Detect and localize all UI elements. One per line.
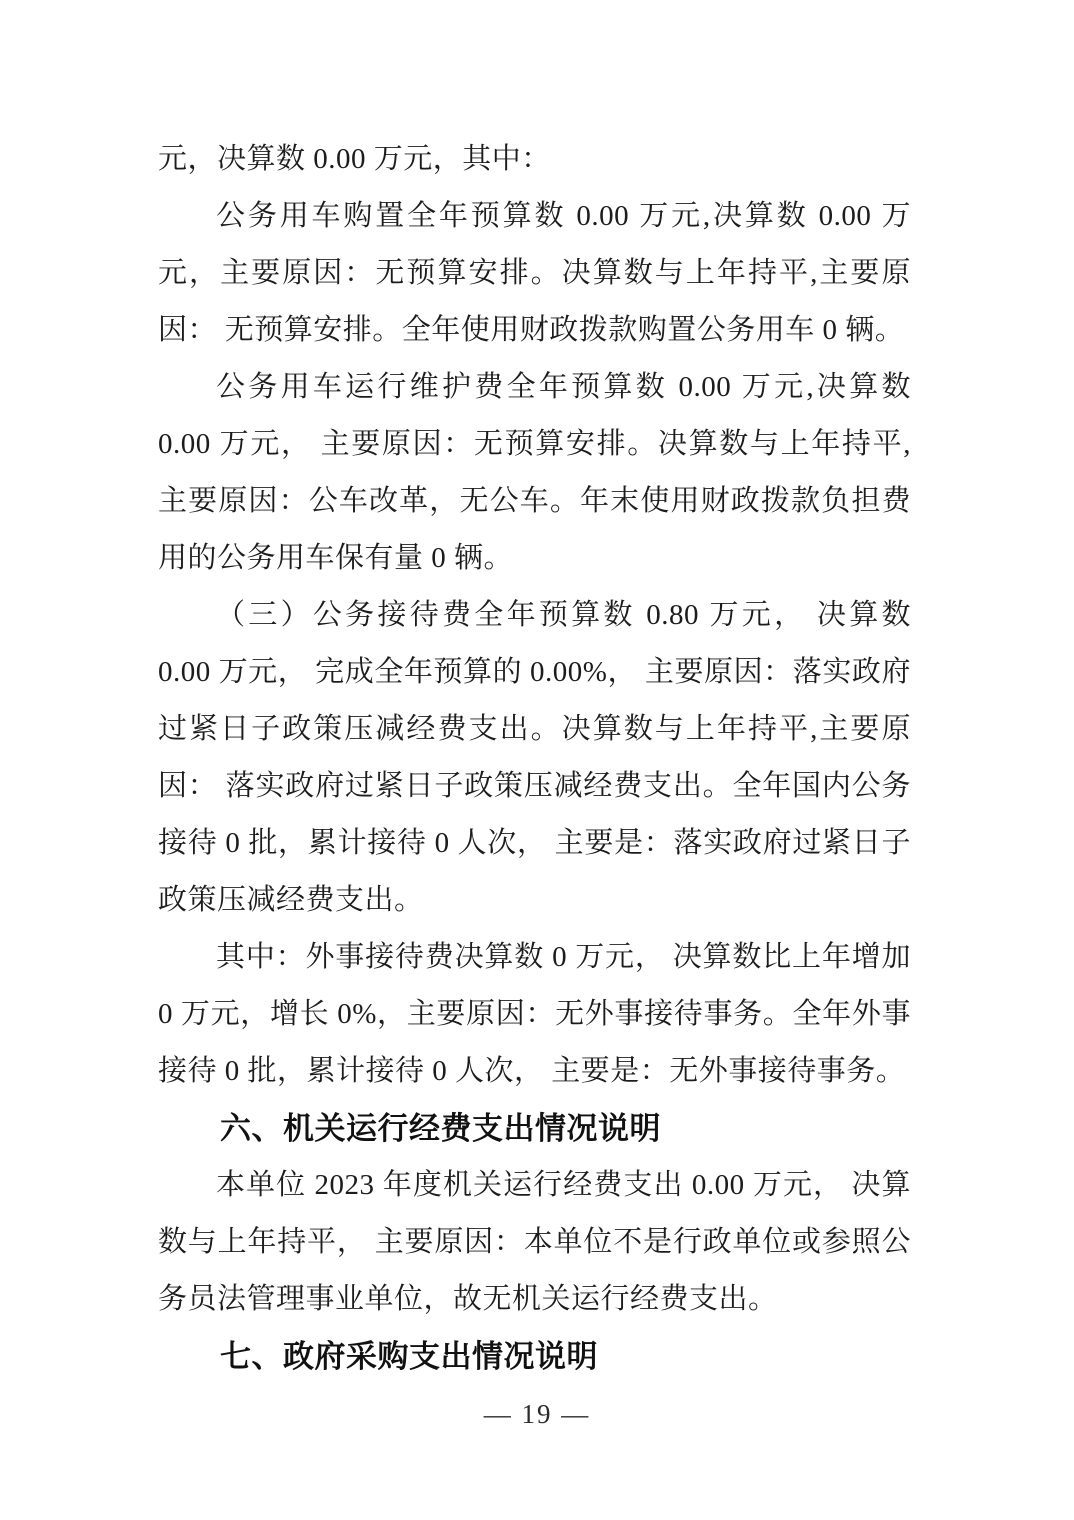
- paragraph-official-reception: （三）公务接待费全年预算数 0.80 万元， 决算数 0.00 万元， 完成全年预算的 0.00%， 主要原因：落实政府过紧日子政策压减经费支出。决算数与上年持平,主要原因： 落实政府过紧日子政策压减经费支出。全年国内公务接待 0 批，累计接待 0 人次， 主要是：落实政府过紧日子政策压减经费支出。: [158, 599, 911, 916]
- page-number: — 19 —: [483, 1399, 591, 1429]
- section-heading-7-government-procurement: 七、政府采购支出情况说明: [220, 1339, 598, 1374]
- paragraph-vehicle-maintenance: 公务用车运行维护费全年预算数 0.00 万元,决算数 0.00 万元， 主要原因：无预算安排。决算数与上年持平,主要原因：公车改革，无公车。年末使用财政拨款负担费用的公务用车保有量 0 辆。: [158, 371, 911, 574]
- paragraph-continuation: 元，决算数 0.00 万元，其中：: [158, 143, 551, 175]
- paragraph-foreign-reception: 其中：外事接待费决算数 0 万元， 决算数比上年增加 0 万元，增长 0%，主要原因：无外事接待事务。全年外事接待 0 批，累计接待 0 人次， 主要是：无外事接待事务。: [158, 941, 911, 1087]
- paragraph-operating-expenses: 本单位 2023 年度机关运行经费支出 0.00 万元， 决算数与上年持平， 主要原因：本单位不是行政单位或参照公务员法管理事业单位，故无机关运行经费支出。: [158, 1169, 911, 1315]
- paragraph-vehicle-purchase: 公务用车购置全年预算数 0.00 万元,决算数 0.00 万元，主要原因：无预算安排。决算数与上年持平,主要原因： 无预算安排。全年使用财政拨款购置公务用车 0 辆。: [158, 200, 911, 346]
- section-heading-6-operating-expenses: 六、机关运行经费支出情况说明: [220, 1111, 661, 1146]
- document-page: [158, 131, 911, 1385]
